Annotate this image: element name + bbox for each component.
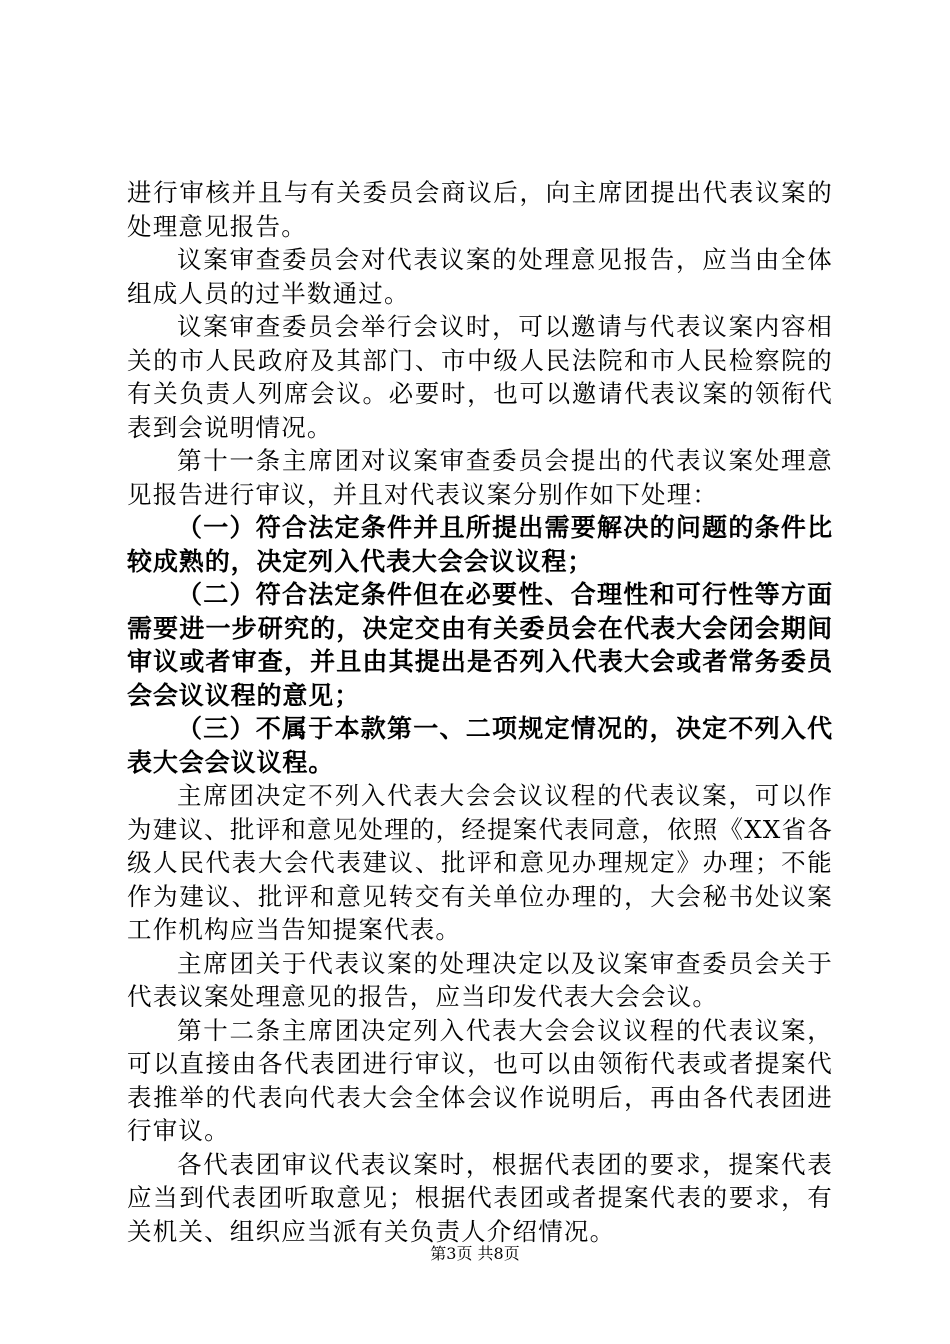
paragraph: 议案审查委员会举行会议时，可以邀请与代表议案内容相关的市人民政府及其部门、市中级人民法院和市人民检察院的有关负责人列席会议。必要时，也可以邀请代表议案的领衔代表到会说明情况。 <box>127 312 833 442</box>
document-body <box>127 176 833 1248</box>
list-item-bold: （二）符合法定条件但在必要性、合理性和可行性等方面需要进一步研究的，决定交由有关委员会在代表大会闭会期间审议或者审查，并且由其提出是否列入代表大会或者常务委员会会议议程的意见； <box>127 580 833 710</box>
paragraph: 进行审核并且与有关委员会商议后，向主席团提出代表议案的处理意见报告。 <box>127 178 833 241</box>
paragraph: 第十一条主席团对议案审查委员会提出的代表议案处理意见报告进行审议，并且对代表议案分别作如下处理： <box>127 446 833 509</box>
paragraph: 主席团关于代表议案的处理决定以及议案审查委员会关于代表议案处理意见的报告，应当印发代表大会会议。 <box>127 948 833 1011</box>
paragraph: 主席团决定不列入代表大会会议议程的代表议案，可以作为建议、批评和意见处理的，经提案代表同意，依照《XX省各级人民代表大会代表建议、批评和意见办理规定》办理；不能作为建议、批评和意见转交有关单位办理的，大会秘书处议案工作机构应当告知提案代表。 <box>127 781 833 944</box>
paragraph: 各代表团审议代表议案时，根据代表团的要求，提案代表应当到代表团听取意见；根据代表团或者提案代表的要求，有关机关、组织应当派有关负责人介绍情况。 <box>127 1149 833 1246</box>
paragraph: 议案审查委员会对代表议案的处理意见报告，应当由全体组成人员的过半数通过。 <box>127 245 833 308</box>
paragraph: 第十二条主席团决定列入代表大会会议议程的代表议案，可以直接由各代表团进行审议，也可以由领衔代表或者提案代表推举的代表向代表大会全体会议作说明后，再由各代表团进行审议。 <box>127 1015 833 1145</box>
list-item-bold: （三）不属于本款第一、二项规定情况的，决定不列入代表大会会议议程。 <box>127 714 833 777</box>
list-item-bold: （一）符合法定条件并且所提出需要解决的问题的条件比较成熟的，决定列入代表大会会议议程； <box>127 513 833 576</box>
page-footer: 第3页 共8页 <box>430 1244 520 1263</box>
